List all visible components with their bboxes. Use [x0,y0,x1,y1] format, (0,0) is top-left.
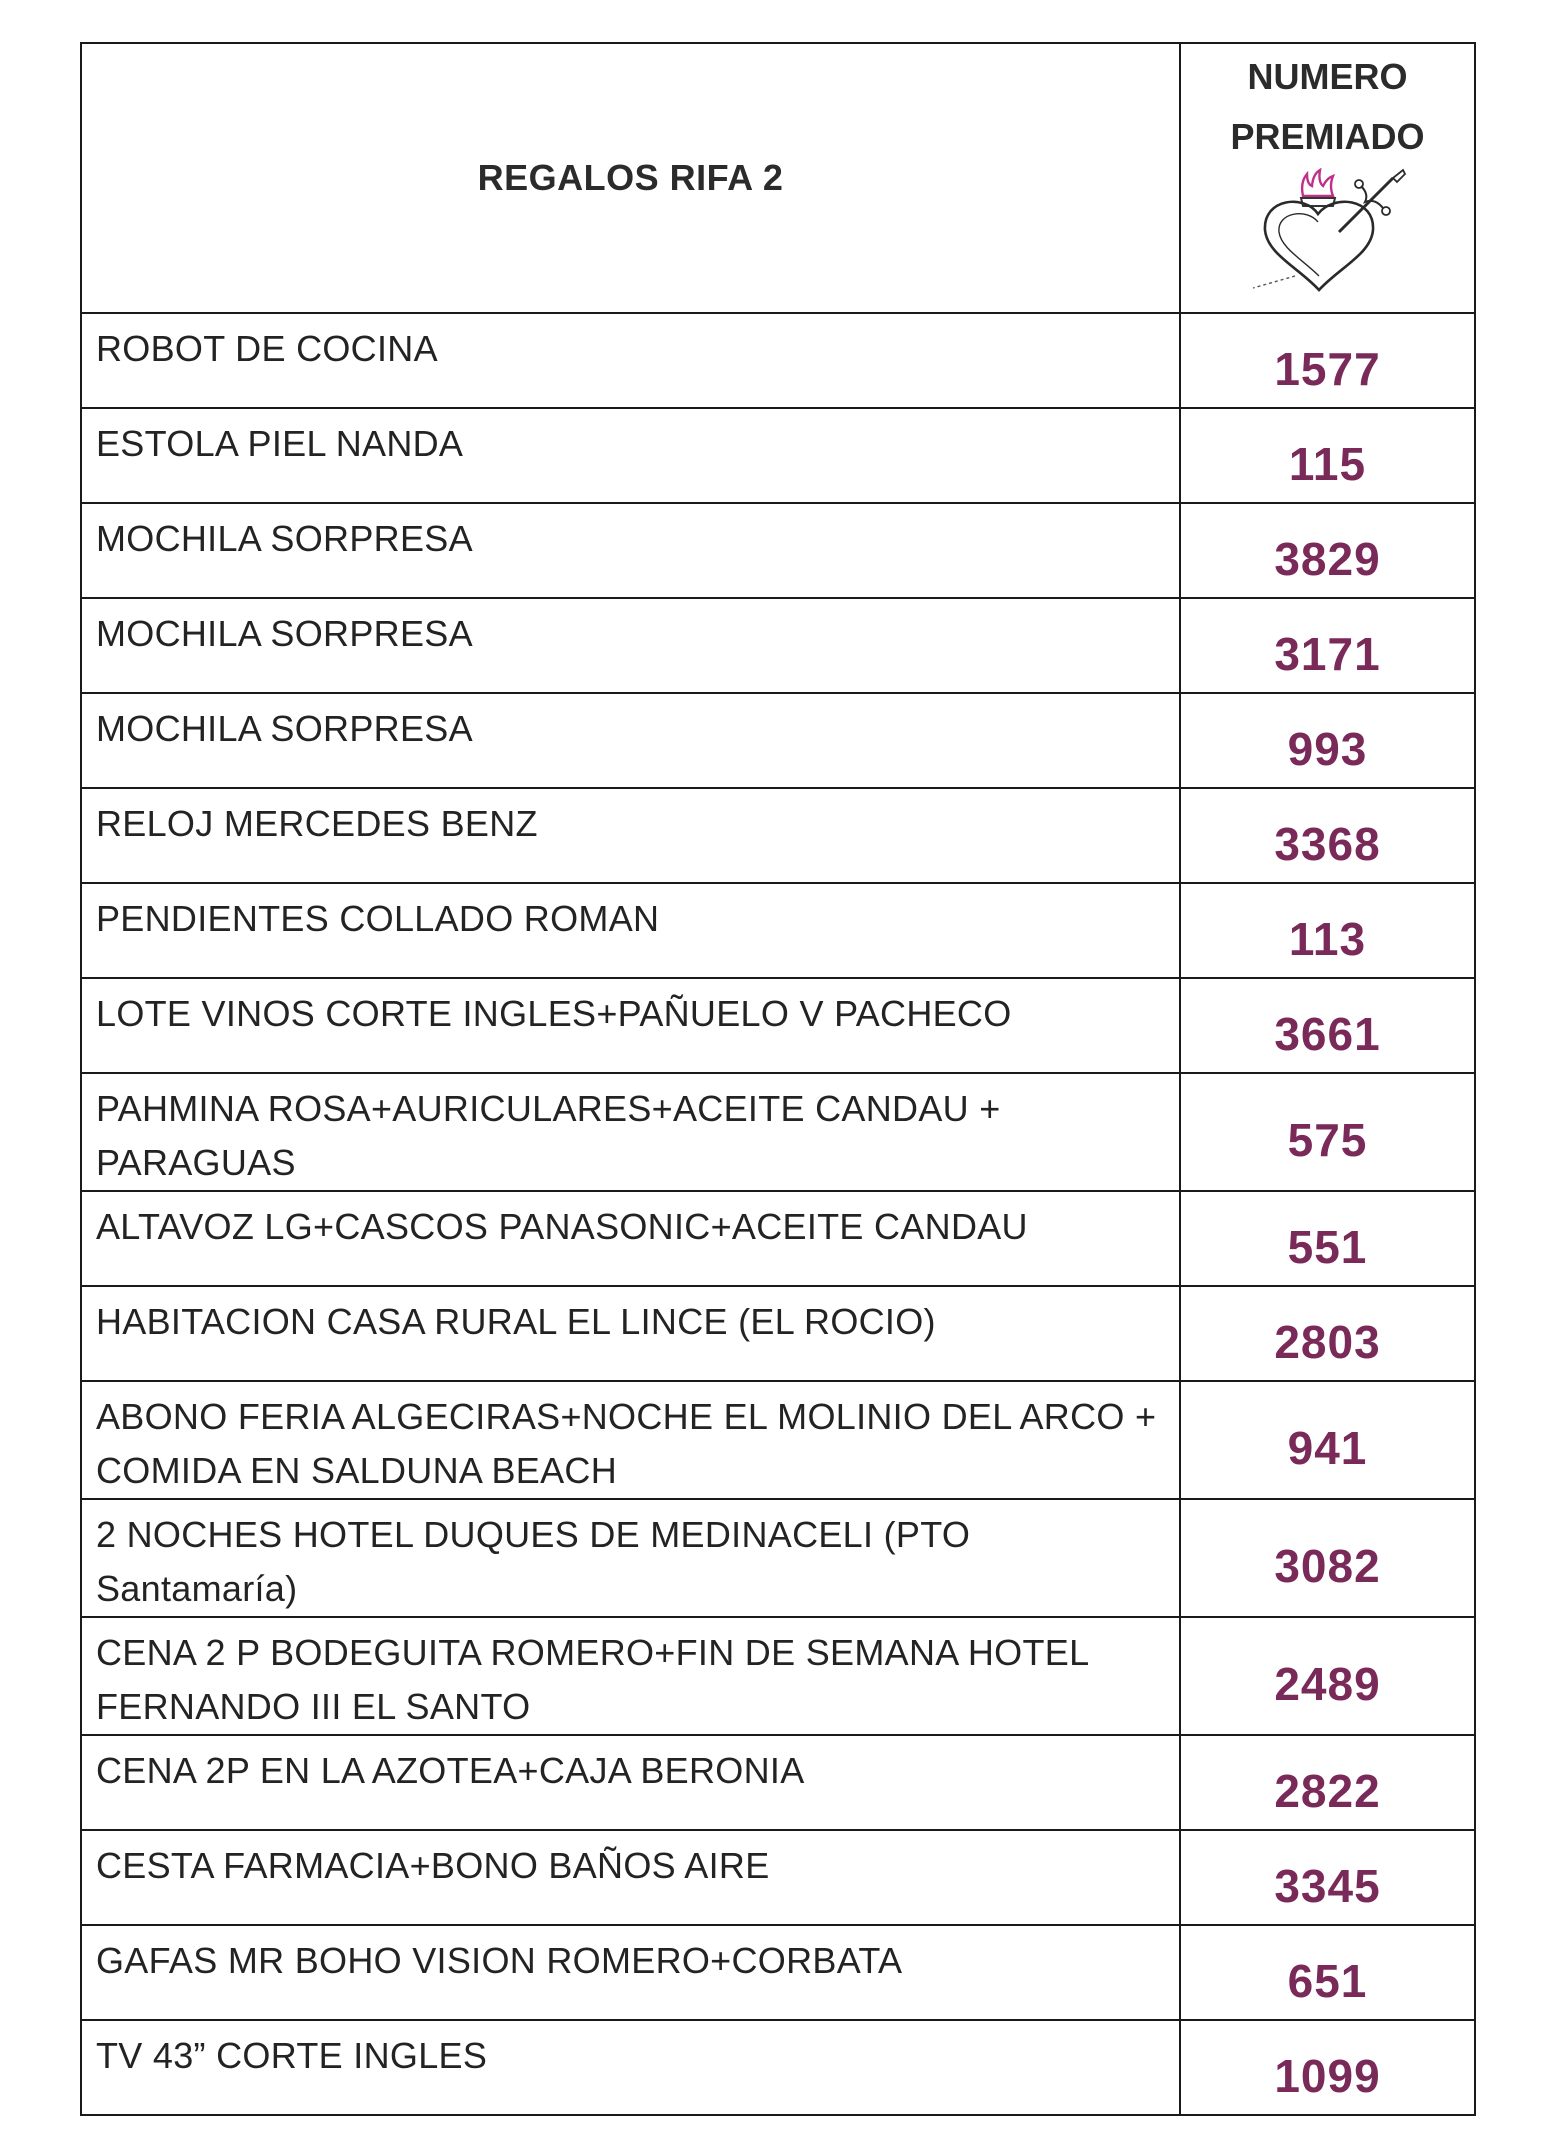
winning-number-cell: 3368 [1180,788,1475,883]
table-row [81,1499,1475,1617]
table-row [81,1925,1475,2020]
table-row [81,1286,1475,1381]
winning-number-cell: 551 [1180,1191,1475,1286]
gift-cell: TV 43” CORTE INGLES [81,2020,1180,2115]
gift-cell: MOCHILA SORPRESA [81,693,1180,788]
table-row [81,503,1475,598]
gift-cell: ABONO FERIA ALGECIRAS+NOCHE EL MOLINIO DEL ARCO + COMIDA EN SALDUNA BEACH [81,1381,1180,1499]
table-row [81,2020,1475,2115]
winning-number-cell: 993 [1180,693,1475,788]
table-row [81,978,1475,1073]
gift-cell: ESTOLA PIEL NANDA [81,408,1180,503]
gift-cell: CENA 2P EN LA AZOTEA+CAJA BERONIA [81,1735,1180,1830]
table-header-row [81,43,1475,313]
winning-number-cell: 941 [1180,1381,1475,1499]
gift-cell: MOCHILA SORPRESA [81,598,1180,693]
winning-number-cell: 3661 [1180,978,1475,1073]
gifts-column-header: REGALOS RIFA 2 [81,43,1180,313]
gift-cell: CESTA FARMACIA+BONO BAÑOS AIRE [81,1830,1180,1925]
winning-number-cell: 2822 [1180,1735,1475,1830]
raffle-prizes-table [80,42,1476,2116]
pierced-heart-icon [1243,168,1413,298]
winning-number-cell: 113 [1180,883,1475,978]
winning-number-cell: 115 [1180,408,1475,503]
gift-cell: LOTE VINOS CORTE INGLES+PAÑUELO V PACHECO [81,978,1180,1073]
winning-number-cell: 3171 [1180,598,1475,693]
gift-cell: ROBOT DE COCINA [81,313,1180,408]
gift-cell: 2 NOCHES HOTEL DUQUES DE MEDINACELI (PTO Santamaría) [81,1499,1180,1617]
winning-number-cell: 3829 [1180,503,1475,598]
table-row [81,1735,1475,1830]
table-row [81,1830,1475,1925]
gift-cell: HABITACION CASA RURAL EL LINCE (EL ROCIO) [81,1286,1180,1381]
table-row [81,598,1475,693]
winning-number-cell: 1099 [1180,2020,1475,2115]
gift-cell: MOCHILA SORPRESA [81,503,1180,598]
winning-number-cell: 2489 [1180,1617,1475,1735]
winning-number-cell: 575 [1180,1073,1475,1191]
gift-cell: PAHMINA ROSA+AURICULARES+ACEITE CANDAU + PARAGUAS [81,1073,1180,1191]
table-row [81,408,1475,503]
winning-number-column-header [1180,43,1475,313]
gift-cell: ALTAVOZ LG+CASCOS PANASONIC+ACEITE CANDAU [81,1191,1180,1286]
table-row [81,788,1475,883]
winning-number-cell: 651 [1180,1925,1475,2020]
number-header-line2: PREMIADO [1230,116,1425,157]
gift-cell: PENDIENTES COLLADO ROMAN [81,883,1180,978]
number-header-line1: NUMERO [1247,56,1408,97]
gift-cell: CENA 2 P BODEGUITA ROMERO+FIN DE SEMANA HOTEL FERNANDO III EL SANTO [81,1617,1180,1735]
table-row [81,313,1475,408]
winning-number-cell: 3082 [1180,1499,1475,1617]
winning-number-cell: 3345 [1180,1830,1475,1925]
gift-cell: RELOJ MERCEDES BENZ [81,788,1180,883]
table-row [81,1381,1475,1499]
table-row [81,883,1475,978]
gift-cell: GAFAS MR BOHO VISION ROMERO+CORBATA [81,1925,1180,2020]
table-row [81,1073,1475,1191]
table-row [81,693,1475,788]
table-row [81,1191,1475,1286]
winning-number-cell: 1577 [1180,313,1475,408]
table-row [81,1617,1475,1735]
winning-number-cell: 2803 [1180,1286,1475,1381]
